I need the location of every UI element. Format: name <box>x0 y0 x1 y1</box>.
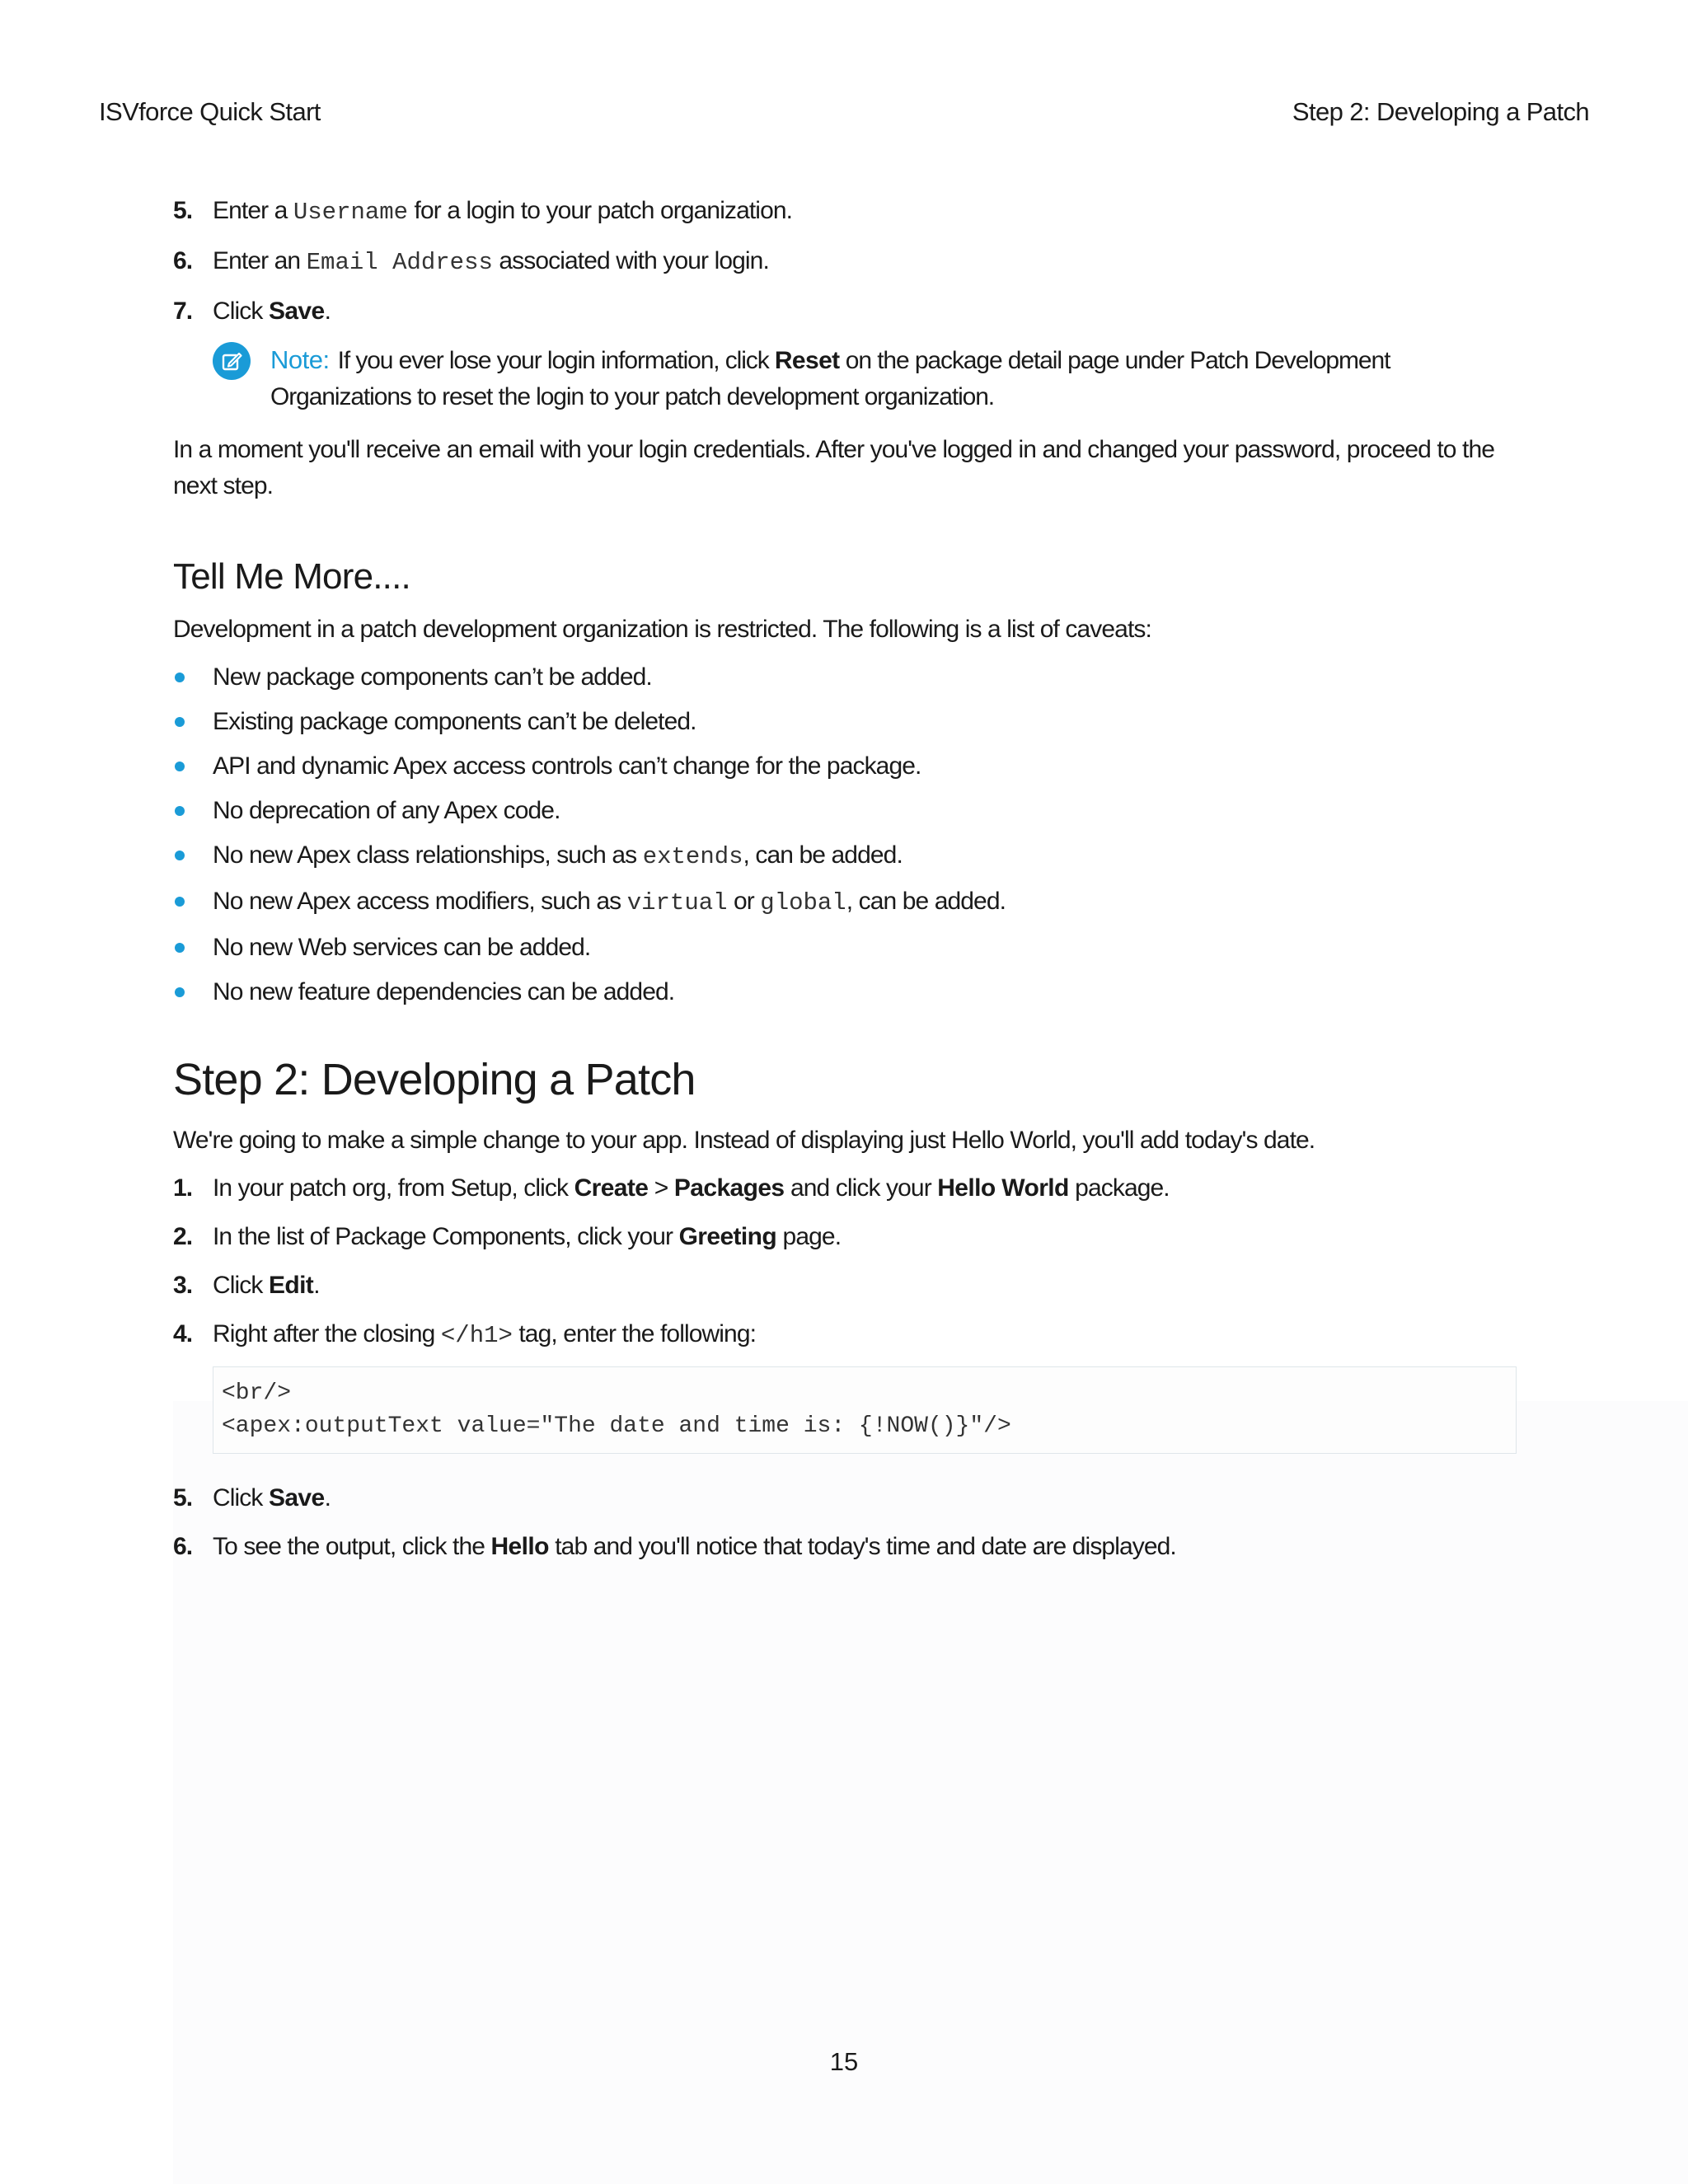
step-text: Click Edit. <box>213 1272 320 1299</box>
step-text: Enter an Email Address associated with your login. <box>213 247 769 276</box>
step-number: 1. <box>173 1174 193 1202</box>
list-item <box>173 293 1517 330</box>
list-item <box>173 1480 1517 1516</box>
list-item <box>173 1170 1517 1207</box>
ui-term: Hello World <box>937 1174 1069 1202</box>
ui-term: Save <box>268 298 325 325</box>
inline-code: extends <box>642 843 743 870</box>
step2-heading: Step 2: Developing a Patch <box>173 1055 696 1104</box>
ui-term: Create <box>574 1174 649 1202</box>
section-title: Step 2: Developing a Patch <box>1292 97 1589 126</box>
step-text: In your patch org, from Setup, click Create > Packages and click your Hello World package. <box>213 1174 1170 1202</box>
code-block: <br/> <apex:outputText value="The date and time is: {!NOW()}"/> <box>213 1366 1517 1454</box>
inline-code: global <box>760 889 846 916</box>
ui-term: Edit <box>268 1272 314 1299</box>
step-text: Enter a Username for a login to your patch organization. <box>213 197 793 226</box>
ui-term: Greeting <box>678 1223 777 1250</box>
list-item <box>173 1219 1517 1255</box>
page-content <box>173 193 1517 1577</box>
list-item: New package components can’t be added. <box>173 659 1517 696</box>
step-number: 4. <box>173 1320 193 1347</box>
step-number: 6. <box>173 247 193 274</box>
list-item: API and dynamic Apex access controls can’t change for the package. <box>173 748 1517 785</box>
ui-term: Save <box>268 1484 325 1511</box>
list-item <box>173 1268 1517 1304</box>
bullet-icon <box>173 974 213 1010</box>
bullet-icon <box>173 793 213 829</box>
inline-code: Email Address <box>306 249 493 276</box>
step2-list <box>173 1170 1517 1354</box>
ui-term: Packages <box>673 1174 785 1202</box>
caveats-intro: Development in a patch development organization is restricted. The following is a list of caveats: <box>173 616 1151 643</box>
bullet-icon <box>173 883 213 921</box>
list-item <box>173 193 1517 231</box>
list-item <box>173 243 1517 281</box>
list-item <box>173 1316 1517 1354</box>
edit-icon-glyph <box>219 349 244 373</box>
step-number: 3. <box>173 1272 193 1299</box>
step2-list-continued <box>173 1480 1517 1565</box>
list-item: No new Apex access modifiers, such as virtual or global, can be added. <box>173 883 1517 921</box>
steps-list-top <box>173 193 1517 330</box>
list-item: No deprecation of any Apex code. <box>173 793 1517 829</box>
step-text: Right after the closing </h1> tag, enter the following: <box>213 1320 757 1349</box>
bullet-icon <box>173 837 213 875</box>
bullet-icon <box>173 930 213 966</box>
step-number: 5. <box>173 1484 193 1511</box>
inline-code: virtual <box>626 889 728 916</box>
step-number: 5. <box>173 197 193 224</box>
note-callout <box>213 342 1517 415</box>
bullet-icon <box>173 659 213 696</box>
doc-title: ISVforce Quick Start <box>99 97 321 126</box>
running-header <box>99 97 1589 127</box>
list-item: No new feature dependencies can be added. <box>173 974 1517 1010</box>
step-number: 7. <box>173 298 193 325</box>
list-item: No new Web services can be added. <box>173 930 1517 966</box>
ui-term: Reset <box>774 347 840 374</box>
list-item: No new Apex class relationships, such as extends, can be added. <box>173 837 1517 875</box>
step-text: Click Save. <box>213 1484 331 1511</box>
step-text: Click Save. <box>213 298 331 325</box>
list-item <box>173 1529 1517 1565</box>
step-number: 6. <box>173 1533 193 1560</box>
page-number: 15 <box>829 2047 859 2076</box>
ui-term: Hello <box>490 1533 549 1560</box>
edit-icon <box>213 342 251 380</box>
list-item: Existing package components can’t be deleted. <box>173 704 1517 740</box>
bullet-icon <box>173 704 213 740</box>
inline-code: </h1> <box>440 1322 513 1349</box>
bullet-icon <box>173 748 213 785</box>
inline-code: Username <box>293 199 409 226</box>
note-text: Note: If you ever lose your login information, click Reset on the package detail page under Patch Development Organizations to reset the login to your patch development organization. <box>270 345 1390 410</box>
caveats-list <box>173 659 1517 1010</box>
tell-me-more-heading: Tell Me More.... <box>173 556 410 597</box>
note-label: Note: <box>270 345 330 374</box>
step-text: In the list of Package Components, click your Greeting page. <box>213 1223 842 1250</box>
login-paragraph: In a moment you'll receive an email with your login credentials. After you've logged in and changed your password, proceed to the next step. <box>173 436 1495 499</box>
step-text: To see the output, click the Hello tab and you'll notice that today's time and date are displayed. <box>213 1533 1176 1560</box>
step-number: 2. <box>173 1223 193 1250</box>
step2-intro: We're going to make a simple change to your app. Instead of displaying just Hello World, you'll add today's date. <box>173 1127 1315 1154</box>
